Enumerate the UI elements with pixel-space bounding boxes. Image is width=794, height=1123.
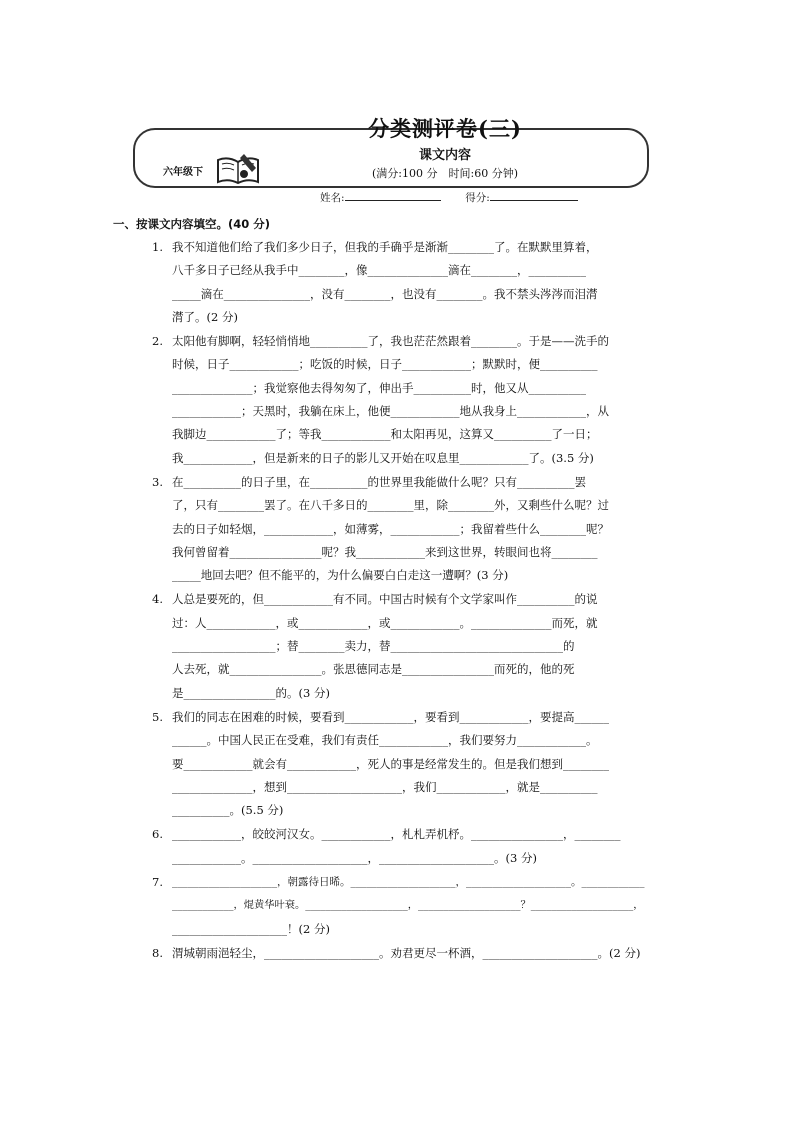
question-line[interactable]: 去的日子如轻烟，____________，如薄雾，____________；我留着些什么________呢？ (172, 521, 609, 536)
question-line[interactable]: ____________。____________________，____________________。(3 分) (172, 850, 537, 865)
question-6 (152, 823, 648, 870)
question-5 (152, 706, 648, 822)
question-line[interactable]: 我何曾留着________________呢？我____________来到这世界，转眼间也将________ (172, 544, 598, 559)
question-line[interactable]: 我____________，但是新来的日子的影儿又开始在叹息里____________了。(3.5 分) (172, 450, 594, 465)
question-3 (152, 471, 648, 587)
question-line[interactable]: ______________，想到____________________，我们____________，就是__________ (172, 779, 598, 794)
question-4 (152, 588, 648, 704)
question-number: 6. (152, 827, 163, 842)
name-blank[interactable] (345, 190, 441, 201)
question-line[interactable]: 人去死，就________________。张思德同志是________________而死的，他的死 (172, 662, 575, 677)
question-list (152, 236, 648, 965)
question-number: 3. (152, 474, 163, 489)
question-line[interactable]: _____滴在_______________，没有________，也没有________。我不禁头涔涔而泪潸 (172, 286, 598, 301)
question-line[interactable]: 我不知道他们给了我们多少日子，但我的手确乎是渐渐________了。在默默里算着， (172, 240, 598, 254)
question-line[interactable]: __________________；替________卖力，替______________________________的 (172, 639, 575, 654)
question-line[interactable]: 了，只有________罢了。在八千多日的________里，除________外，又剩些什么呢？过 (172, 498, 609, 513)
question-number: 1. (152, 240, 163, 254)
name-label: 姓名: (320, 192, 345, 204)
question-line[interactable]: 八千多日子已经从我手中________，像______________滴在________，__________ (172, 263, 586, 278)
question-line[interactable]: 我们的同志在困难的时候，要看到____________，要看到____________，要提高______ (172, 709, 609, 724)
question-line[interactable]: ______________；我觉察他去得匆匆了，伸出手__________时，他又从__________ (172, 380, 586, 395)
question-line[interactable]: ____________________，朝露待日晞。____________________，____________________。____________ (172, 876, 645, 889)
question-line[interactable]: 太阳他有脚啊，轻轻悄悄地__________了，我也茫茫然跟着________。于是——洗手的 (172, 334, 609, 349)
page-subtitle: 课文内容 (418, 148, 471, 163)
question-line[interactable]: __________。(5.5 分) (172, 803, 284, 818)
question-line[interactable]: ____________，皎皎河汉女。____________，札札弄机杼。________________，________ (172, 827, 621, 842)
question-line[interactable]: 时候，日子____________；吃饭的时候，日子____________；默默时，便__________ (172, 357, 598, 372)
grade-label: 六年级下 (163, 167, 203, 178)
question-line[interactable]: 在__________的日子里，在__________的世界里我能做什么呢？只有__________罢 (172, 474, 586, 489)
score-label: 得分: (465, 192, 490, 204)
name-score-row (320, 190, 578, 205)
question-line[interactable]: ______。中国人民正在受难，我们有责任____________，我们要努力____________。 (172, 733, 598, 748)
page-title: 分类测评卷(三) (368, 116, 522, 141)
question-1 (152, 236, 648, 329)
question-line[interactable]: ____________；天黑时，我躺在床上，他便____________地从我身上____________，从 (172, 404, 609, 419)
question-line[interactable]: ____________________！(2 分) (172, 921, 330, 936)
question-line[interactable]: 潸了。(2 分) (172, 309, 238, 324)
question-line[interactable]: ____________，焜黄华叶衰。____________________，____________________？____________________， (172, 899, 644, 912)
question-7 (152, 871, 648, 941)
question-line[interactable]: 要____________就会有____________，死人的事是经常发生的。但是我们想到________ (172, 756, 609, 771)
section-title: 一、按课文内容填空。(40 分) (113, 217, 271, 231)
question-line[interactable]: 是________________的。(3 分) (172, 685, 330, 700)
question-line[interactable]: _____地回去吧？但不能平的，为什么偏要白白走这一遭啊？(3 分) (172, 568, 509, 583)
score-blank[interactable] (490, 190, 578, 201)
score-info: (满分:100 分 时间:60 分钟) (372, 167, 518, 180)
question-number: 2. (152, 334, 163, 349)
question-8 (152, 942, 648, 965)
question-number: 4. (152, 592, 163, 607)
question-number: 5. (152, 709, 163, 724)
question-line[interactable]: 过：人____________，或____________，或____________。______________而死，就 (172, 615, 598, 630)
question-line[interactable]: 人总是要死的，但____________有不同。中国古时候有个文学家叫作__________的说 (172, 592, 598, 607)
book-icon (214, 150, 262, 186)
question-line[interactable]: 渭城朝雨浥轻尘，____________________。劝君更尽一杯酒，____________________。(2 分) (172, 945, 641, 960)
question-number: 7. (152, 875, 163, 890)
question-2 (152, 330, 648, 470)
question-line[interactable]: 我脚边____________了；等我____________和太阳再见，这算又__________了一日； (172, 427, 598, 442)
question-number: 8. (152, 945, 163, 960)
